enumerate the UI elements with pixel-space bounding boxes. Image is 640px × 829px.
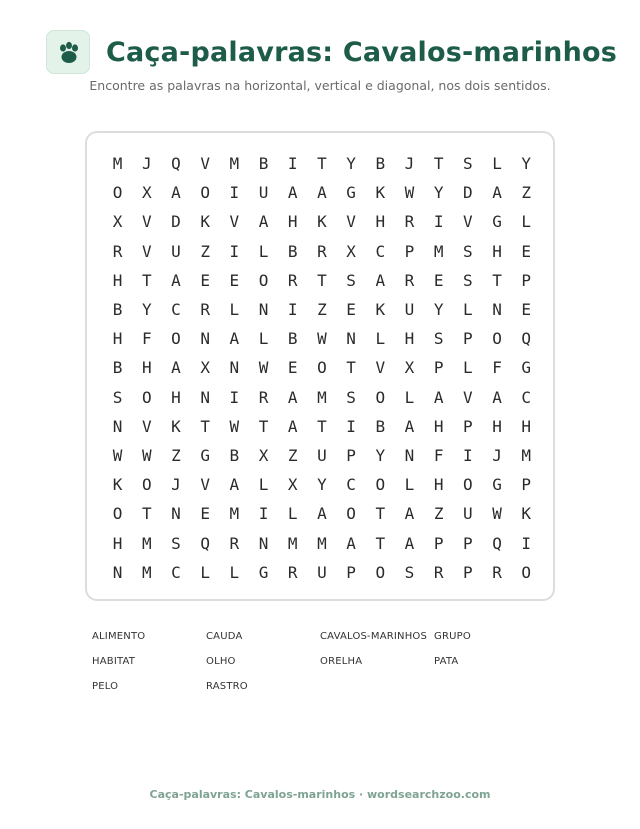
grid-cell[interactable]: N: [492, 300, 502, 320]
grid-cell[interactable]: H: [112, 533, 123, 553]
grid-cell[interactable]: P: [521, 475, 532, 495]
grid-cell[interactable]: L: [521, 212, 532, 232]
grid-cell[interactable]: I: [346, 416, 356, 436]
grid-cell[interactable]: M: [317, 387, 327, 407]
grid-cell[interactable]: T: [258, 416, 269, 436]
grid-cell[interactable]: B: [229, 445, 240, 465]
grid-cell[interactable]: I: [433, 212, 444, 232]
grid-cell[interactable]: M: [141, 562, 152, 582]
grid-row: [103, 412, 541, 441]
grid-cell[interactable]: L: [200, 562, 210, 582]
grid-cell[interactable]: A: [287, 183, 298, 203]
grid-cell[interactable]: H: [433, 475, 444, 495]
grid-cell[interactable]: I: [229, 183, 240, 203]
paw-icon: [56, 40, 82, 66]
grid-row: [103, 353, 541, 382]
grid-cell[interactable]: M: [521, 445, 532, 465]
grid-cell[interactable]: H: [433, 416, 444, 436]
grid-cell[interactable]: S: [463, 270, 473, 290]
grid-cell[interactable]: A: [287, 387, 298, 407]
grid-cell[interactable]: H: [404, 329, 415, 349]
grid-cell[interactable]: J: [404, 154, 415, 174]
grid-cell[interactable]: R: [492, 562, 502, 582]
grid-cell[interactable]: M: [229, 154, 240, 174]
grid-cell[interactable]: P: [463, 416, 473, 436]
grid-cell[interactable]: Q: [171, 154, 181, 174]
word-list-item: RASTRO: [206, 681, 248, 692]
grid-cell[interactable]: V: [200, 475, 210, 495]
grid-cell[interactable]: A: [404, 416, 415, 436]
grid-cell[interactable]: K: [171, 416, 181, 436]
grid-cell[interactable]: L: [229, 562, 240, 582]
word-list-item: ALIMENTO: [92, 631, 146, 642]
grid-cell[interactable]: G: [492, 475, 502, 495]
grid-cell[interactable]: Z: [287, 445, 298, 465]
grid-cell[interactable]: A: [433, 387, 444, 407]
grid-cell[interactable]: O: [141, 387, 152, 407]
grid-cell[interactable]: O: [200, 183, 210, 203]
grid-cell[interactable]: O: [112, 504, 123, 524]
grid-cell[interactable]: J: [171, 475, 181, 495]
grid-cell[interactable]: T: [141, 504, 152, 524]
grid-row: [103, 470, 541, 499]
grid-cell[interactable]: B: [112, 358, 123, 378]
grid-cell[interactable]: V: [375, 358, 386, 378]
word-list-item: PELO: [92, 681, 119, 692]
grid-cell[interactable]: T: [375, 504, 386, 524]
grid-cell[interactable]: H: [112, 329, 123, 349]
grid-cell[interactable]: M: [433, 241, 444, 261]
grid-cell[interactable]: K: [317, 212, 327, 232]
grid-cell[interactable]: W: [492, 504, 502, 524]
grid-cell[interactable]: K: [112, 475, 123, 495]
grid-cell[interactable]: O: [258, 270, 269, 290]
grid-cell[interactable]: J: [141, 154, 152, 174]
grid-cell[interactable]: T: [317, 154, 327, 174]
grid-cell[interactable]: R: [433, 562, 444, 582]
grid-cell[interactable]: M: [112, 154, 123, 174]
letter-grid: [103, 149, 541, 587]
grid-cell[interactable]: Z: [200, 241, 210, 261]
grid-cell[interactable]: U: [404, 300, 415, 320]
grid-cell[interactable]: F: [492, 358, 502, 378]
grid-cell[interactable]: L: [258, 241, 269, 261]
grid-cell[interactable]: Q: [521, 329, 532, 349]
grid-cell[interactable]: L: [463, 300, 473, 320]
grid-cell[interactable]: I: [463, 445, 473, 465]
grid-cell[interactable]: R: [112, 241, 123, 261]
grid-cell[interactable]: R: [404, 270, 415, 290]
grid-cell[interactable]: O: [346, 504, 356, 524]
grid-cell[interactable]: H: [521, 416, 532, 436]
grid-cell[interactable]: O: [521, 562, 532, 582]
grid-cell[interactable]: J: [492, 445, 502, 465]
grid-cell[interactable]: T: [317, 416, 327, 436]
grid-cell[interactable]: Y: [375, 445, 386, 465]
header: [0, 28, 640, 76]
grid-cell[interactable]: Z: [433, 504, 444, 524]
grid-cell[interactable]: F: [141, 329, 152, 349]
grid-cell[interactable]: A: [317, 504, 327, 524]
grid-cell[interactable]: E: [521, 300, 532, 320]
grid-cell[interactable]: N: [200, 329, 210, 349]
grid-cell[interactable]: K: [521, 504, 532, 524]
grid-cell[interactable]: T: [433, 154, 444, 174]
grid-cell[interactable]: R: [287, 562, 298, 582]
grid-cell[interactable]: G: [200, 445, 210, 465]
page-title: Caça-palavras: Cavalos-marinhos: [106, 37, 618, 68]
grid-cell[interactable]: R: [258, 387, 269, 407]
footer: Caça-palavras: Cavalos-marinhos · wordsearchzoo.com: [149, 788, 491, 801]
grid-cell[interactable]: A: [229, 475, 240, 495]
grid-cell[interactable]: L: [375, 329, 386, 349]
grid-cell[interactable]: Y: [521, 154, 532, 174]
word-list-item: PATA: [434, 656, 459, 667]
grid-cell[interactable]: G: [258, 562, 269, 582]
grid-cell[interactable]: H: [287, 212, 298, 232]
grid-cell[interactable]: T: [317, 270, 327, 290]
grid-cell[interactable]: I: [521, 533, 532, 553]
grid-cell[interactable]: B: [112, 300, 123, 320]
grid-cell[interactable]: T: [492, 270, 502, 290]
grid-cell[interactable]: E: [200, 270, 210, 290]
grid-cell[interactable]: K: [375, 300, 386, 320]
grid-cell[interactable]: M: [317, 533, 327, 553]
grid-cell[interactable]: E: [229, 270, 240, 290]
grid-cell[interactable]: W: [404, 183, 415, 203]
grid-cell[interactable]: R: [200, 300, 210, 320]
grid-cell[interactable]: W: [229, 416, 240, 436]
grid-cell[interactable]: Q: [200, 533, 210, 553]
grid-cell[interactable]: Y: [433, 300, 444, 320]
grid-cell[interactable]: V: [346, 212, 356, 232]
word-list-item: CAVALOS-MARINHOS: [320, 631, 428, 642]
grid-cell[interactable]: R: [317, 241, 327, 261]
grid-cell[interactable]: P: [463, 533, 473, 553]
grid-cell[interactable]: R: [404, 212, 415, 232]
grid-cell[interactable]: N: [112, 562, 123, 582]
grid-cell[interactable]: N: [404, 445, 415, 465]
grid-cell[interactable]: W: [141, 445, 152, 465]
grid-cell[interactable]: O: [463, 475, 473, 495]
grid-cell[interactable]: N: [258, 300, 269, 320]
grid-cell[interactable]: S: [171, 533, 181, 553]
grid-cell[interactable]: U: [317, 562, 327, 582]
grid-cell[interactable]: O: [112, 183, 123, 203]
grid-cell[interactable]: L: [463, 358, 473, 378]
grid-cell[interactable]: A: [171, 358, 181, 378]
grid-cell[interactable]: Y: [433, 183, 444, 203]
grid-cell[interactable]: H: [112, 270, 123, 290]
grid-cell[interactable]: N: [171, 504, 181, 524]
grid-cell[interactable]: W: [258, 358, 269, 378]
grid-cell[interactable]: B: [287, 241, 298, 261]
grid-cell[interactable]: P: [404, 241, 415, 261]
word-list-item: HABITAT: [92, 656, 136, 667]
grid-cell[interactable]: A: [492, 183, 502, 203]
grid-cell[interactable]: C: [521, 387, 532, 407]
grid-cell[interactable]: H: [492, 416, 502, 436]
grid-cell[interactable]: W: [112, 445, 123, 465]
grid-cell[interactable]: C: [171, 562, 181, 582]
grid-cell[interactable]: K: [200, 212, 210, 232]
instructions: Encontre as palavras na horizontal, vertical e diagonal, nos dois sentidos.: [89, 78, 551, 93]
grid-cell[interactable]: M: [287, 533, 298, 553]
grid-cell[interactable]: I: [287, 154, 298, 174]
grid-cell[interactable]: A: [404, 533, 415, 553]
word-list: [92, 630, 562, 693]
grid-cell[interactable]: G: [346, 183, 356, 203]
puzzle-grid-card: [85, 131, 555, 601]
grid-cell[interactable]: A: [375, 270, 386, 290]
grid-cell[interactable]: A: [229, 329, 240, 349]
logo-badge: [46, 30, 90, 74]
grid-cell[interactable]: C: [171, 300, 181, 320]
grid-cell[interactable]: O: [171, 329, 181, 349]
grid-cell[interactable]: N: [112, 416, 123, 436]
grid-cell[interactable]: P: [463, 562, 473, 582]
grid-cell[interactable]: A: [346, 533, 356, 553]
grid-cell[interactable]: E: [200, 504, 210, 524]
grid-row: [103, 383, 541, 412]
grid-cell[interactable]: L: [229, 300, 240, 320]
grid-cell[interactable]: N: [346, 329, 356, 349]
word-list-item: GRUPO: [434, 631, 471, 642]
grid-cell[interactable]: X: [404, 358, 415, 378]
grid-row: [103, 266, 541, 295]
grid-cell[interactable]: T: [141, 270, 152, 290]
grid-cell[interactable]: R: [229, 533, 240, 553]
grid-cell[interactable]: V: [141, 416, 152, 436]
grid-cell[interactable]: V: [463, 212, 473, 232]
grid-cell[interactable]: V: [141, 212, 152, 232]
grid-cell[interactable]: T: [346, 358, 356, 378]
grid-row: [103, 528, 541, 557]
grid-cell[interactable]: Z: [317, 300, 327, 320]
grid-cell[interactable]: Y: [317, 475, 327, 495]
grid-cell[interactable]: X: [112, 212, 123, 232]
grid-cell[interactable]: C: [375, 241, 386, 261]
grid-cell[interactable]: I: [287, 300, 298, 320]
grid-cell[interactable]: V: [463, 387, 473, 407]
grid-cell[interactable]: X: [200, 358, 210, 378]
grid-cell[interactable]: L: [258, 475, 269, 495]
grid-cell[interactable]: T: [375, 533, 386, 553]
grid-cell[interactable]: C: [346, 475, 356, 495]
grid-cell[interactable]: S: [112, 387, 123, 407]
grid-cell[interactable]: P: [346, 562, 356, 582]
grid-cell[interactable]: V: [141, 241, 152, 261]
grid-cell[interactable]: B: [258, 154, 269, 174]
grid-row: [103, 558, 541, 587]
grid-cell[interactable]: P: [521, 270, 532, 290]
grid-cell[interactable]: Y: [346, 154, 356, 174]
grid-cell[interactable]: T: [200, 416, 210, 436]
grid-cell[interactable]: Y: [141, 300, 152, 320]
grid-row: [103, 207, 541, 236]
grid-cell[interactable]: A: [171, 270, 181, 290]
grid-cell[interactable]: P: [463, 329, 473, 349]
grid-cell[interactable]: E: [433, 270, 444, 290]
grid-cell[interactable]: A: [317, 183, 327, 203]
grid-cell[interactable]: P: [346, 445, 356, 465]
grid-cell[interactable]: H: [375, 212, 386, 232]
grid-cell[interactable]: U: [171, 241, 181, 261]
word-list-item: OLHO: [206, 656, 236, 667]
word-list-item: CAUDA: [206, 631, 243, 642]
grid-cell[interactable]: L: [404, 475, 415, 495]
grid-cell[interactable]: E: [521, 241, 532, 261]
grid-cell[interactable]: M: [141, 533, 152, 553]
grid-cell[interactable]: V: [200, 154, 210, 174]
grid-row: [103, 178, 541, 207]
word-list-item: ORELHA: [320, 656, 363, 667]
grid-cell[interactable]: I: [229, 241, 240, 261]
grid-cell[interactable]: O: [375, 475, 386, 495]
grid-row: [103, 295, 541, 324]
grid-cell[interactable]: O: [375, 387, 386, 407]
grid-cell[interactable]: K: [375, 183, 386, 203]
grid-row: [103, 149, 541, 178]
grid-cell[interactable]: L: [492, 154, 502, 174]
grid-cell[interactable]: M: [229, 504, 240, 524]
grid-cell[interactable]: H: [492, 241, 502, 261]
grid-cell[interactable]: S: [463, 154, 473, 174]
grid-cell[interactable]: D: [171, 212, 181, 232]
grid-cell[interactable]: I: [258, 504, 269, 524]
grid-cell[interactable]: A: [492, 387, 502, 407]
grid-cell[interactable]: P: [433, 358, 444, 378]
grid-cell[interactable]: F: [433, 445, 444, 465]
grid-cell[interactable]: O: [141, 475, 152, 495]
grid-cell[interactable]: E: [287, 358, 298, 378]
grid-cell[interactable]: V: [229, 212, 240, 232]
grid-cell[interactable]: E: [346, 300, 356, 320]
grid-cell[interactable]: N: [200, 387, 210, 407]
grid-cell[interactable]: O: [375, 562, 386, 582]
grid-cell[interactable]: S: [346, 270, 356, 290]
grid-cell[interactable]: S: [433, 329, 444, 349]
grid-cell[interactable]: H: [171, 387, 181, 407]
grid-cell[interactable]: X: [346, 241, 356, 261]
grid-cell[interactable]: U: [317, 445, 327, 465]
grid-row: [103, 441, 541, 470]
grid-cell[interactable]: H: [141, 358, 152, 378]
grid-cell[interactable]: B: [287, 329, 298, 349]
grid-cell[interactable]: G: [521, 358, 532, 378]
grid-cell[interactable]: A: [287, 416, 298, 436]
grid-row: [103, 499, 541, 528]
grid-cell[interactable]: B: [375, 154, 386, 174]
grid-row: [103, 324, 541, 353]
grid-cell[interactable]: X: [141, 183, 152, 203]
grid-cell[interactable]: Z: [171, 445, 181, 465]
grid-cell[interactable]: O: [492, 329, 502, 349]
grid-cell[interactable]: U: [463, 504, 473, 524]
grid-cell[interactable]: L: [287, 504, 298, 524]
grid-cell[interactable]: N: [229, 358, 240, 378]
grid-cell[interactable]: A: [404, 504, 415, 524]
grid-cell[interactable]: R: [287, 270, 298, 290]
grid-row: [103, 237, 541, 266]
grid-cell[interactable]: S: [463, 241, 473, 261]
grid-cell[interactable]: U: [258, 183, 269, 203]
grid-cell[interactable]: D: [463, 183, 473, 203]
grid-cell[interactable]: A: [258, 212, 269, 232]
grid-cell[interactable]: I: [229, 387, 240, 407]
grid-cell[interactable]: N: [258, 533, 269, 553]
grid-cell[interactable]: L: [404, 387, 415, 407]
grid-cell[interactable]: X: [258, 445, 269, 465]
grid-cell[interactable]: S: [346, 387, 356, 407]
grid-cell[interactable]: Z: [521, 183, 532, 203]
grid-cell[interactable]: Q: [492, 533, 502, 553]
grid-cell[interactable]: X: [287, 475, 298, 495]
grid-cell[interactable]: O: [317, 358, 327, 378]
grid-cell[interactable]: S: [404, 562, 415, 582]
grid-cell[interactable]: A: [171, 183, 181, 203]
grid-cell[interactable]: B: [375, 416, 386, 436]
grid-cell[interactable]: G: [492, 212, 502, 232]
grid-cell[interactable]: W: [317, 329, 327, 349]
grid-cell[interactable]: P: [433, 533, 444, 553]
grid-cell[interactable]: L: [258, 329, 269, 349]
